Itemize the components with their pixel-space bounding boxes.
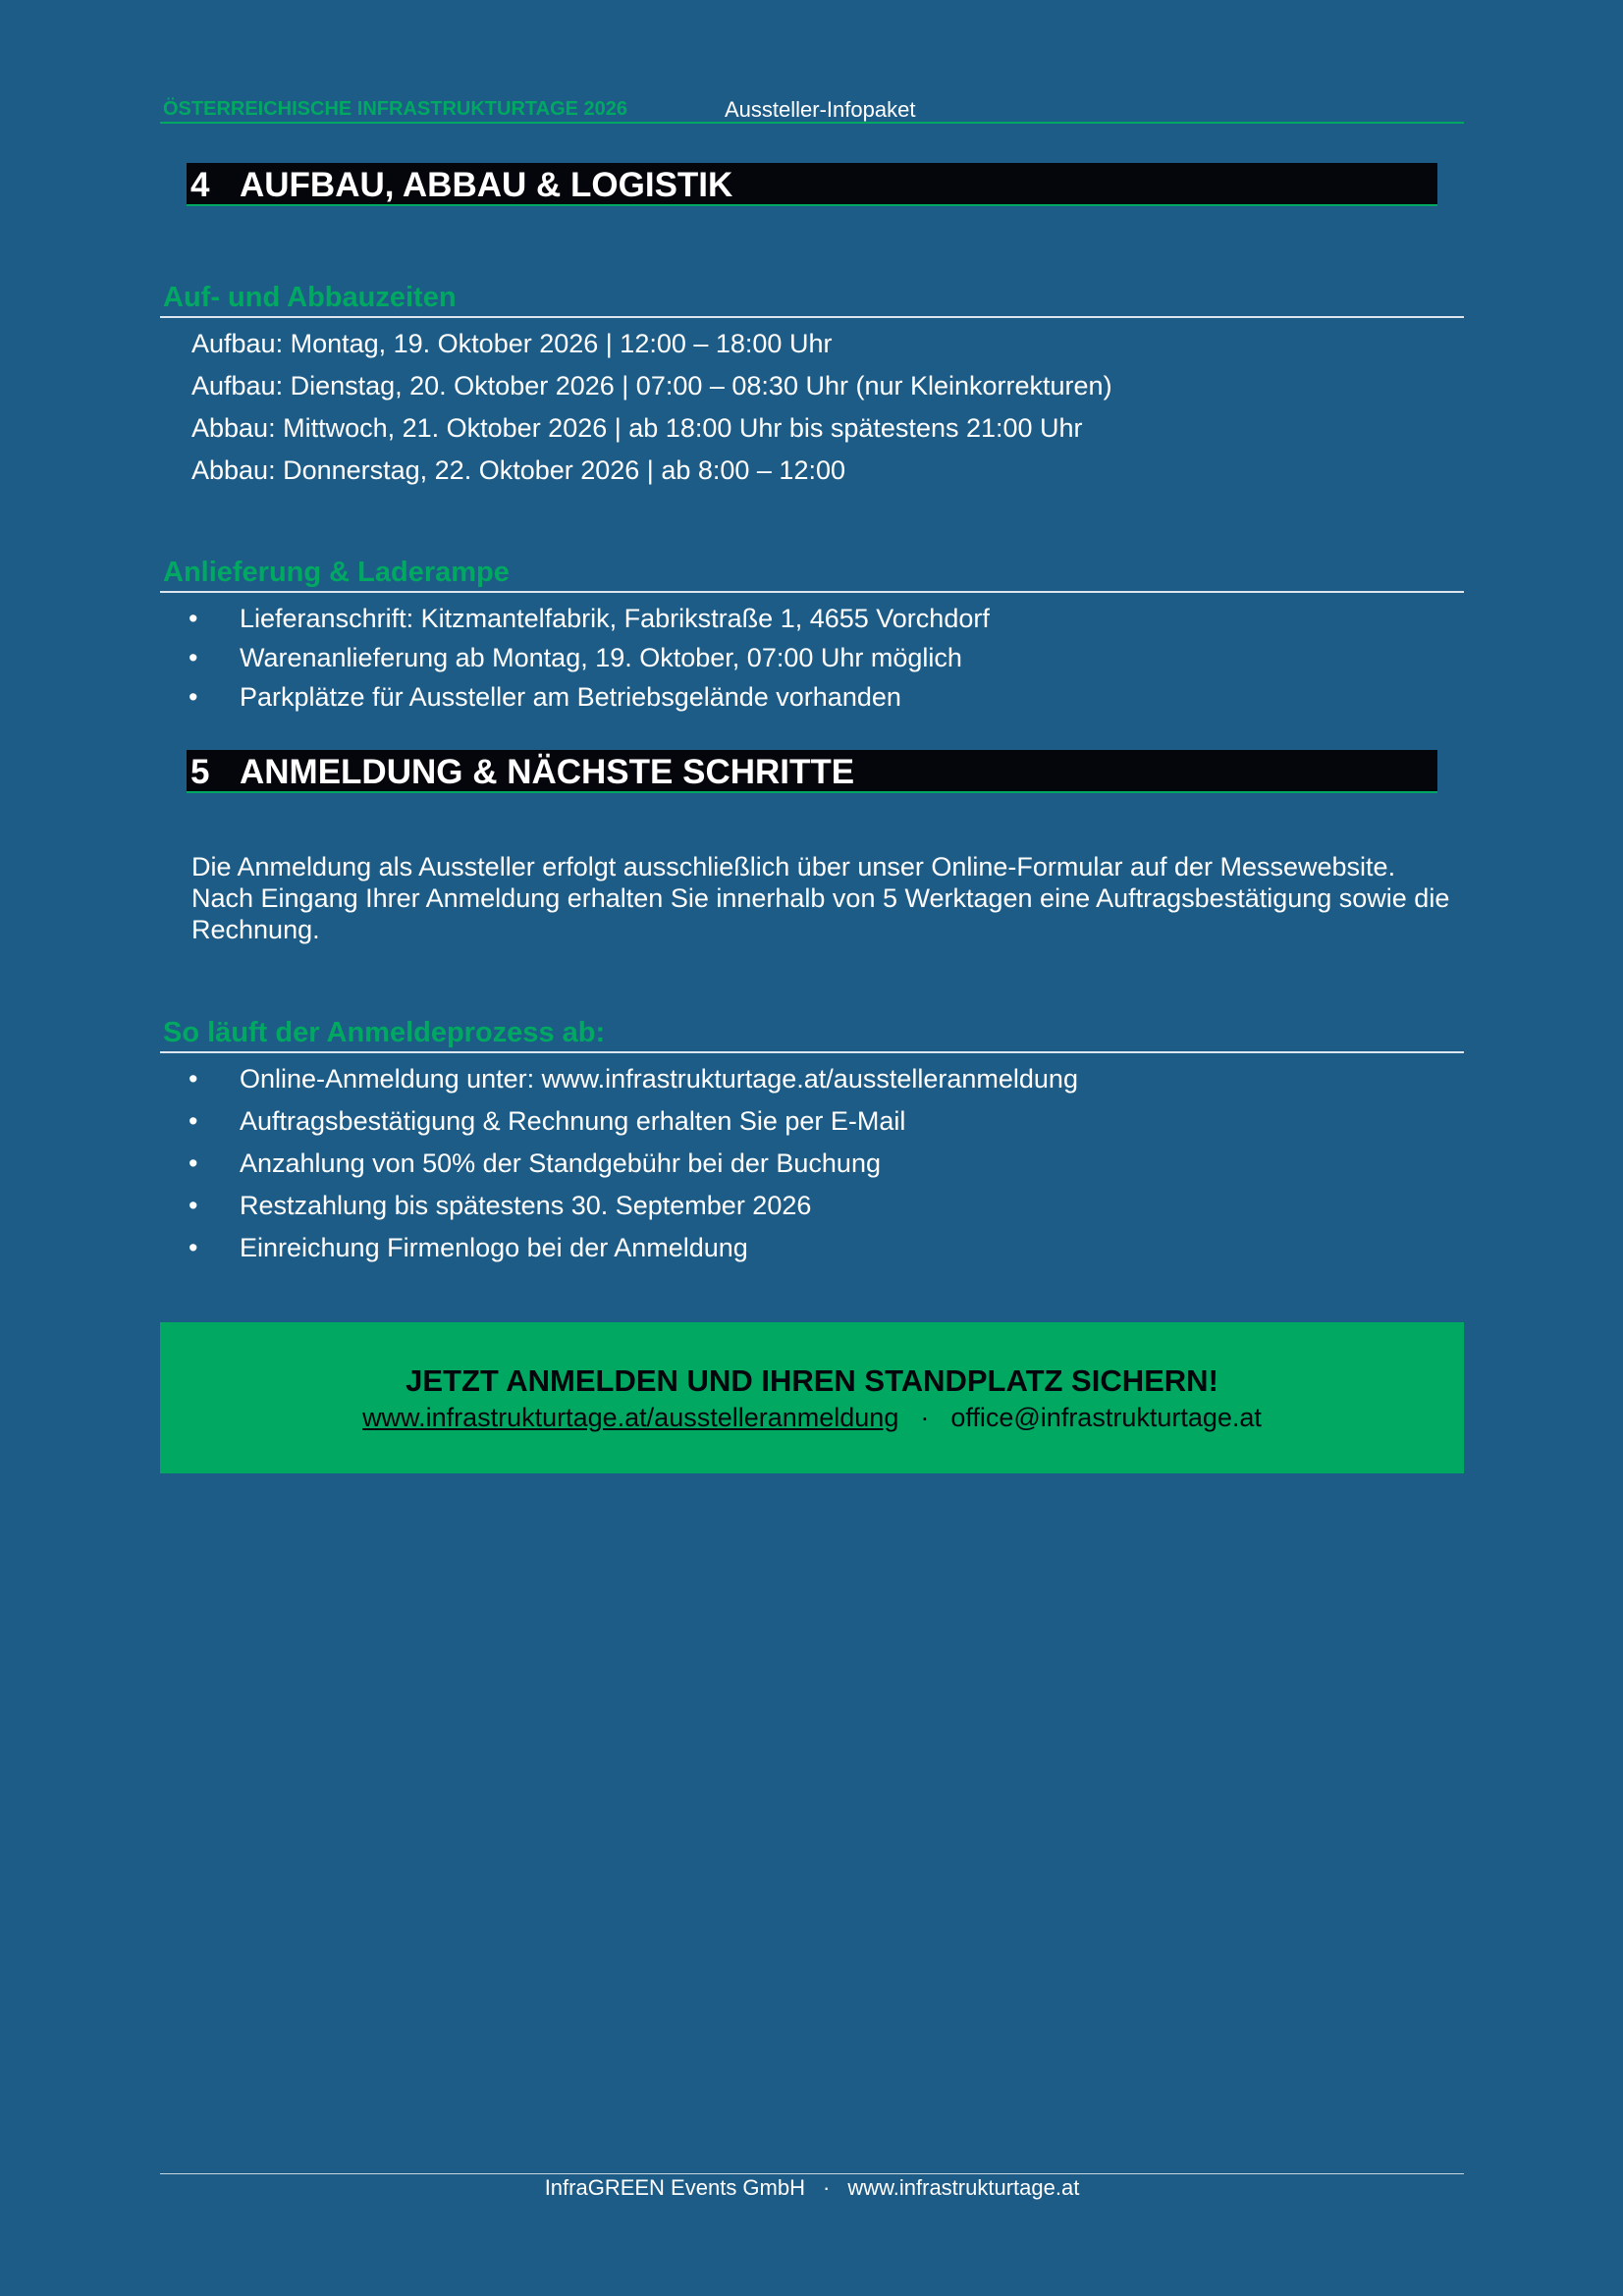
cta-box [160, 1322, 1464, 1473]
schedule-line: Aufbau: Dienstag, 20. Oktober 2026 | 07:00 – 08:30 Uhr (nur Kleinkorrekturen) [191, 371, 1112, 400]
section-4-heading [187, 163, 1437, 206]
contact-email[interactable]: office@infrastrukturtage.at [950, 1403, 1262, 1432]
schedule-line: Aufbau: Montag, 19. Oktober 2026 | 12:00 – 18:00 Uhr [191, 329, 833, 358]
schedule-line: Abbau: Donnerstag, 22. Oktober 2026 | ab 8:00 – 12:00 [191, 455, 845, 485]
separator: · [823, 2175, 831, 2200]
subheading-delivery [160, 557, 1464, 593]
subheading-times [160, 282, 1464, 318]
bullet-symbol: • [189, 1148, 198, 1178]
bullet-symbol: • [189, 604, 198, 633]
header-doc-title: Aussteller-Infopaket [725, 97, 916, 122]
cta-headline: JETZT ANMELDEN UND IHREN STANDPLATZ SICHERN! [406, 1363, 1218, 1398]
subheading-text: So läuft der Anmeldeprozess ab: [163, 1017, 606, 1048]
section-number: 5 [190, 753, 210, 791]
separator: · [920, 1403, 930, 1432]
list-item-text: Parkplätze für Aussteller am Betriebsgelände vorhanden [240, 682, 901, 712]
footer-website[interactable]: www.infrastrukturtage.at [847, 2175, 1080, 2200]
footer-company: InfraGREEN Events GmbH [544, 2175, 805, 2200]
subheading-text: Anlieferung & Laderampe [163, 557, 510, 588]
header-brand: ÖSTERREICHISCHE INFRASTRUKTURTAGE 2026 [163, 98, 628, 120]
bullet-symbol: • [189, 1191, 198, 1220]
list-item-text: Online-Anmeldung unter: www.infrastrukturtage.at/ausstelleranmeldung [240, 1064, 1078, 1094]
page-footer [160, 2173, 1464, 2200]
section-5-heading [187, 750, 1437, 793]
list-item-text: Einreichung Firmenlogo bei der Anmeldung [240, 1233, 748, 1262]
subheading-process [160, 1017, 1464, 1053]
list-item-text: Auftragsbestätigung & Rechnung erhalten Sie per E-Mail [240, 1106, 906, 1136]
section-title: AUFBAU, ABBAU & LOGISTIK [240, 166, 733, 204]
bullet-symbol: • [189, 1064, 198, 1094]
bullet-symbol: • [189, 1106, 198, 1136]
list-item-text: Lieferanschrift: Kitzmantelfabrik, Fabrikstraße 1, 4655 Vorchdorf [240, 604, 990, 633]
subheading-text: Auf- und Abbauzeiten [163, 282, 457, 313]
section-title: ANMELDUNG & NÄCHSTE SCHRITTE [240, 753, 855, 791]
cta-contact [160, 1403, 1464, 1433]
list-item-text: Anzahlung von 50% der Standgebühr bei der Buchung [240, 1148, 881, 1178]
section-number: 4 [190, 166, 210, 204]
registration-intro: Die Anmeldung als Aussteller erfolgt ausschließlich über unser Online-Formular auf der Messewebsite. Nach Eingang Ihrer Anmeldung erhalten Sie innerhalb von 5 Werktagen eine Auftragsbestätigung sowie die Rechnung. [191, 852, 1450, 944]
list-item-text: Restzahlung bis spätestens 30. September 2026 [240, 1191, 812, 1220]
footer-row [160, 2175, 1464, 2201]
running-header [160, 95, 1464, 124]
list-item-text: Warenanlieferung ab Montag, 19. Oktober, 07:00 Uhr möglich [240, 643, 962, 672]
registration-link[interactable]: www.infrastrukturtage.at/ausstelleranmeldung [362, 1403, 899, 1432]
bullet-symbol: • [189, 643, 198, 672]
bullet-symbol: • [189, 1233, 198, 1262]
bullet-symbol: • [189, 682, 198, 712]
schedule-line: Abbau: Mittwoch, 21. Oktober 2026 | ab 18:00 Uhr bis spätestens 21:00 Uhr [191, 413, 1083, 443]
